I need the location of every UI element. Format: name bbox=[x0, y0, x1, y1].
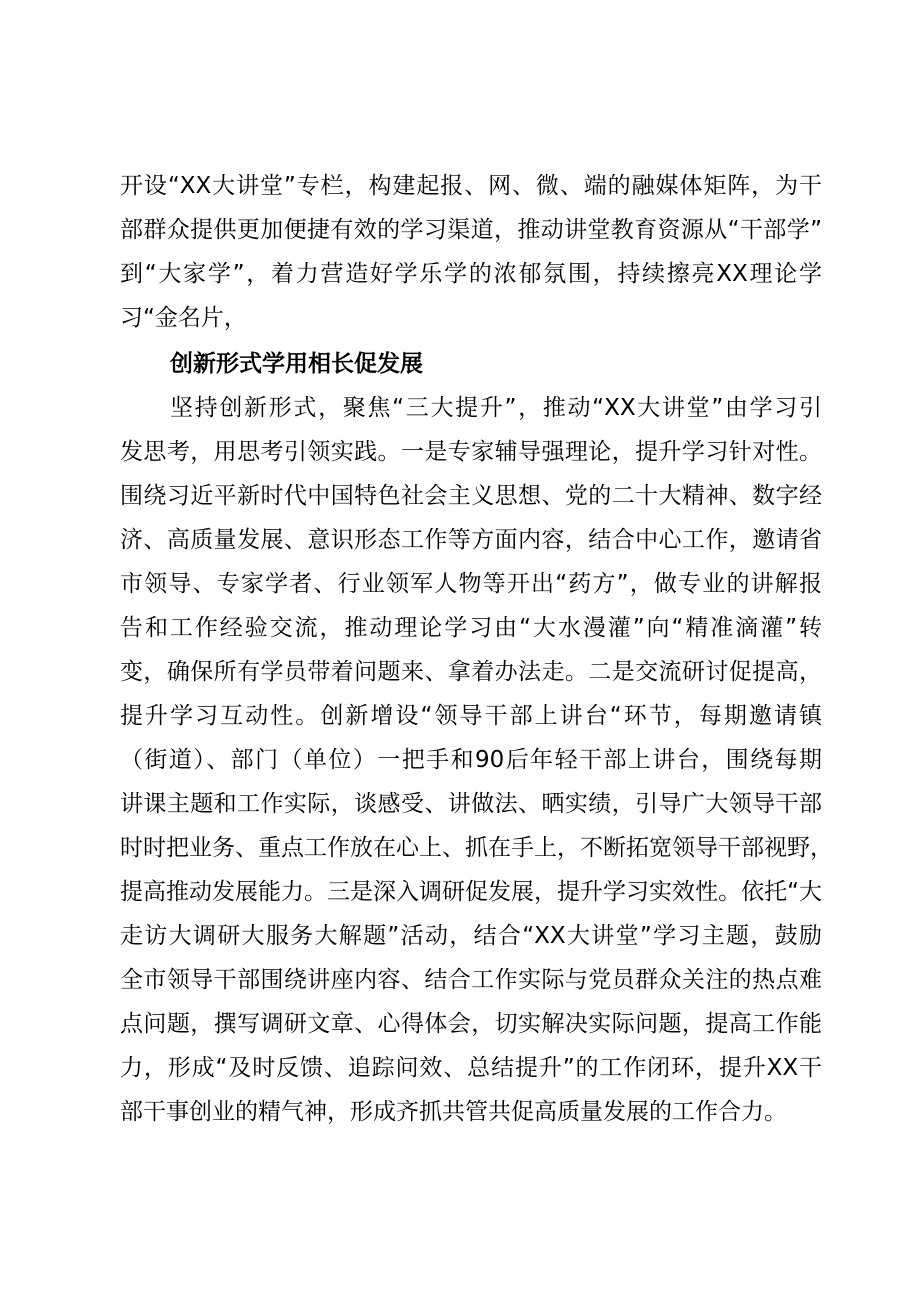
paragraph-2 bbox=[120, 386, 833, 1134]
paragraph-line: 发思考，用思考引领实践。一是专家辅导强理论，提升学习针对性。 bbox=[120, 439, 822, 465]
paragraph-line: 部群众提供更加便捷有效的学习渠道，推动讲堂教育资源从“干部学” bbox=[120, 217, 822, 243]
paragraph-line: 点问题，撰写调研文章、心得体会，切实解决实际问题，提高工作能 bbox=[120, 1011, 822, 1037]
paragraph-line: 围绕习近平新时代中国特色社会主义思想、党的二十大精神、数字经 bbox=[120, 483, 822, 509]
paragraph-line: 市领导、专家学者、行业领军人物等开出“药方”，做专业的讲解报 bbox=[120, 571, 822, 597]
paragraph-line: 开设“XX大讲堂”专栏，构建起报、网、微、端的融媒体矩阵，为干 bbox=[120, 173, 822, 199]
paragraph-line: 走访大调研大服务大解题”活动，结合“XX大讲堂”学习主题，鼓励 bbox=[120, 923, 822, 949]
paragraph-1 bbox=[120, 164, 822, 340]
paragraph-line: 到“大家学”，着力营造好学乐学的浓郁氛围，持续擦亮XX理论学 bbox=[120, 261, 822, 287]
paragraph-line: 变，确保所有学员带着问题来、拿着办法走。二是交流研讨促提高， bbox=[120, 659, 822, 685]
paragraph-line: （街道）、部门（单位）一把手和90后年轻干部上讲台，围绕每期 bbox=[120, 747, 822, 773]
paragraph-line: 提升学习互动性。创新增设“领导干部上讲台“环节，每期邀请镇 bbox=[120, 703, 822, 729]
paragraph-line: 时时把业务、重点工作放在心上、抓在手上，不断拓宽领导干部视野， bbox=[120, 835, 833, 861]
paragraph-line: 坚持创新形式，聚焦“三大提升”，推动“XX大讲堂”由学习引 bbox=[170, 395, 822, 421]
paragraph-line: 告和工作经验交流，推动理论学习由“大水漫灌”向“精准滴灌”转 bbox=[120, 615, 822, 641]
paragraph-line: 力，形成“及时反馈、追踪问效、总结提升”的工作闭环，提升XX干 bbox=[120, 1055, 822, 1081]
paragraph-line: 全市领导干部围绕讲座内容、结合工作实际与党员群众关注的热点难 bbox=[120, 967, 822, 993]
section-heading: 创新形式学用相长促发展 bbox=[170, 351, 423, 377]
paragraph-line: 济、高质量发展、意识形态工作等方面内容，结合中心工作，邀请省 bbox=[120, 527, 822, 553]
paragraph-line: 部干事创业的精气神，形成齐抓共管共促高质量发展的工作合力。 bbox=[120, 1099, 787, 1125]
paragraph-line: 讲课主题和工作实际，谈感受、讲做法、晒实绩，引导广大领导干部 bbox=[120, 791, 822, 817]
paragraph-line: 提高推动发展能力。三是深入调研促发展，提升学习实效性。依托“大 bbox=[120, 879, 822, 905]
paragraph-line: 习“金名片， bbox=[120, 305, 247, 331]
